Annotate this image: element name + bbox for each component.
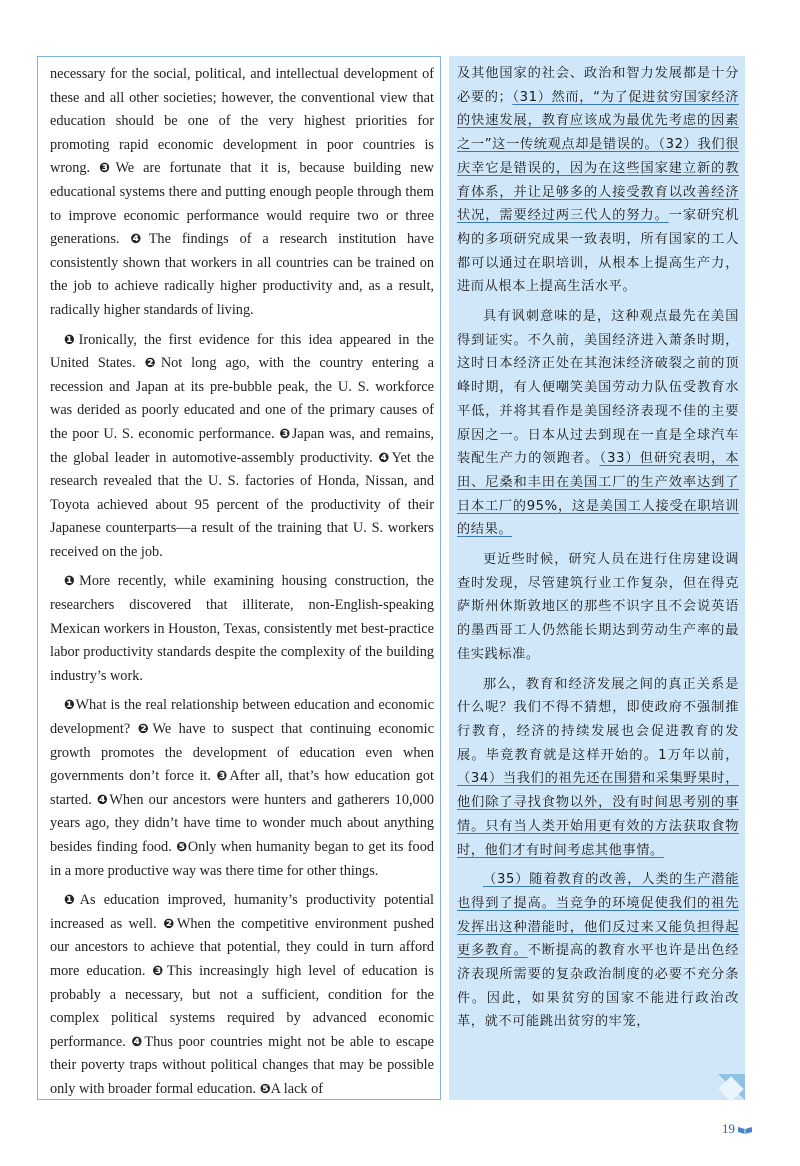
sentence-number: ❺	[176, 840, 188, 855]
sentence-number: ❹	[96, 792, 110, 808]
page-number: 19	[722, 1121, 735, 1136]
sentence-number: ❹	[131, 1034, 145, 1050]
text-segment: We have to suspect that continuing economic growth promotes the development of education even when governments don’t force it.	[50, 721, 434, 785]
sentence-number: ❷	[163, 916, 177, 932]
sentence-number: ❺	[259, 1081, 271, 1097]
chinese-translation-column	[449, 56, 745, 1100]
text-segment: Not long ago, with the country entering a recession and Japan at its pre-bubble peak, the U. S. workforce was derided as poorly educated and one of the primary causes of the poor U. S. economic performance.	[50, 355, 434, 442]
underlined-translation: （35）随着教育的改善，人类的生产潜能也得到了提高。当竞争的环境促使我们的祖先发挥出这种潜能时，他们反过来又能负担得起更多教育。	[457, 872, 739, 959]
sentence-number: ❸	[99, 161, 116, 177]
text-segment: The findings of a research institution have consistently shown that workers in all countries can be trained on the job to achieve radically higher productivity and, as a result, radically higher standards of living.	[50, 231, 434, 318]
text-segment: A lack of	[270, 1080, 324, 1097]
text-segment: We are fortunate that it is, because building new educational systems there and putting enough people through them to improve economic performance would require two or three generations.	[50, 160, 434, 248]
sentence-number: ❶	[64, 698, 76, 714]
sentence-number: ❶	[64, 893, 80, 909]
text-segment: 那么，教育和经济发展之间的真正关系是什么呢？我们不得不猜想，即使政府不强制推行教育，经济的持续发展也会促进教育的发展。毕竟教育就是这样开始的。1万年以前，	[457, 676, 739, 763]
chinese-paragraph-1	[457, 62, 739, 299]
sentence-number: ❸	[216, 769, 230, 785]
text-segment: As education improved, humanity’s productivity potential increased as well.	[50, 892, 434, 932]
text-segment: Only when humanity began to get its food in a more productive way was there time for other things.	[50, 839, 434, 879]
text-segment: This increasingly high level of education is probably a necessary, but not a sufficient, condition for the complex political systems required by advanced economic performance.	[50, 962, 434, 1050]
book-icon	[738, 1125, 752, 1134]
english-paragraph-4	[50, 694, 434, 883]
sentence-number: ❸	[152, 963, 167, 979]
text-segment: Yet the research revealed that the U. S. factories of Honda, Nissan, and Toyota achieved about 95 percent of the productivity of their Japanese counterparts—a result of the training that U. S. workers received on the job.	[50, 449, 434, 560]
english-paragraph-2	[50, 329, 434, 565]
sentence-number: ❶	[64, 574, 80, 590]
english-paragraph-3	[50, 570, 434, 688]
text-segment: 一家研究机构的多项研究成果一致表明，所有国家的工人都可以通过在职培训，从根本上提高生产力，进而从根本上提高生活水平。	[457, 208, 740, 295]
text-segment: 不断提高的教育水平也许是出色经济表现所需要的复杂政治制度的必要不充分条件。因此，如果贫穷的国家不能进行政治改革，就不可能跳出贫穷的牢笼，	[457, 943, 740, 1030]
english-passage-column	[37, 56, 441, 1100]
text-segment: 及其他国家的社会、政治和智力发展都是十分必要的；	[457, 66, 739, 105]
underlined-translation: （33）但研究表明，本田、尼桑和丰田在美国工厂的生产效率达到了日本工厂的95%，这是美国工人接受在职培训的结果。	[457, 451, 740, 538]
text-segment: 具有讽刺意味的是，这种观点最先在美国得到证实。不久前，美国经济进入萧条时期，这时日本经济正处在其泡沫经济破裂之前的顶峰时期，有人便嘲笑美国劳动力队伍受教育水平低，并将其看作是美国经济表现不佳的主要原因之一。日本从过去到现在一直是全球汽车装配生产力的领跑者。	[457, 309, 739, 467]
text-segment: What is the real relationship between education and economic development?	[50, 697, 434, 738]
text-segment: necessary for the social, political, and intellectual development of these and all other societies; however, the conventional view that education should be one of the very highest priorities for promoting rapid economic development in poor countries is wrong.	[50, 66, 434, 177]
text-segment: 更近些时候，研究人员在进行住房建设调查时发现，尽管建筑行业工作复杂，但在得克萨斯州休斯敦地区的那些不识字且不会说英语的墨西哥工人仍然能长期达到劳动生产率的最佳实践标准。	[457, 552, 739, 662]
text-segment: After all, that’s how education got started.	[50, 768, 435, 808]
text-segment: When the competitive environment pushed our ancestors to achieve that potential, they could in turn afford more education.	[50, 915, 434, 979]
underlined-translation: （34）当我们的祖先还在围猎和采集野果时，他们除了寻找食物以外，没有时间思考别的事情。只有当人类开始用更有效的方法获取食物时，他们才有时间考虑其他事情。	[457, 771, 739, 858]
sentence-number: ❷	[137, 722, 153, 738]
english-paragraph-5	[50, 889, 434, 1101]
text-segment: Thus poor countries might not be able to escape their poverty traps without political changes that may be possible only with broader formal education.	[50, 1033, 435, 1097]
english-paragraph-1	[50, 63, 434, 323]
chinese-paragraph-3	[457, 548, 739, 667]
sentence-number: ❹	[130, 232, 149, 248]
sentence-number: ❹	[378, 450, 392, 466]
underlined-translation: （32）我们很庆幸它是错误的，因为在这些国家建立新的教育体系，并让足够多的人接受教育以改善经济状况，需要经过两三代人的努力。	[457, 137, 739, 224]
chinese-paragraph-4	[457, 673, 739, 863]
sentence-number: ❶	[64, 332, 79, 348]
sentence-number: ❸	[279, 426, 292, 442]
chinese-paragraph-2	[457, 305, 739, 542]
sentence-number: ❷	[144, 356, 161, 372]
text-segment: Japan was, and remains, the global leader in automotive-assembly productivity.	[50, 425, 434, 466]
chinese-paragraph-5	[457, 868, 739, 1034]
text-segment: When our ancestors were hunters and gatherers 10,000 years ago, they didn’t have time to wonder much about anything besides finding food.	[50, 791, 434, 855]
text-segment: More recently, while examining housing construction, the researchers discovered that illiterate, non-English-speaking Mexican workers in Houston, Texas, consistently met best-practice labor productivity standards despite the complexity of the building industry’s work.	[50, 573, 434, 684]
underlined-translation: （31）然而，“为了促进贫穷国家经济的快速发展，教育应该成为最优先考虑的因素之一”这一传统观点却是错误的。	[457, 89, 740, 153]
text-segment: Ironically, the first evidence for this idea appeared in the United States.	[50, 331, 434, 372]
